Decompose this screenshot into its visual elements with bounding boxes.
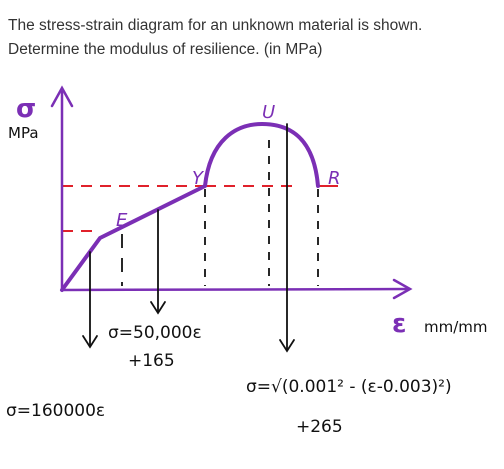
curve-equation-line1: σ=√(0.001² - (ε-0.003)²) xyxy=(246,377,452,397)
stress-strain-diagram xyxy=(0,78,504,469)
stress-strain-curve xyxy=(62,124,318,290)
x-axis xyxy=(62,289,408,290)
axes xyxy=(52,88,410,298)
curve-equation-line2: +265 xyxy=(296,417,343,437)
label-Y: Y xyxy=(192,168,203,189)
y-axis-symbol: σ xyxy=(16,94,37,124)
label-E: E xyxy=(116,210,128,231)
plastic-equation-line2: +165 xyxy=(128,351,175,371)
plastic-equation-line1: σ=50,000ε xyxy=(108,323,202,343)
question-line-2: Determine the modulus of resilience. (in MPa) xyxy=(8,41,323,58)
vertical-guides xyxy=(205,140,318,286)
y-axis-unit: MPa xyxy=(8,124,39,142)
x-axis-unit: mm/mm xyxy=(424,318,488,336)
guide-lines xyxy=(62,186,298,231)
label-R: R xyxy=(328,168,341,189)
equation-arrows xyxy=(83,124,294,351)
x-axis-symbol: ε xyxy=(392,309,407,339)
label-U: U xyxy=(262,102,276,123)
elastic-equation: σ=160000ε xyxy=(6,401,106,421)
question-line-1: The stress-strain diagram for an unknown material is shown. xyxy=(8,17,423,34)
question-text xyxy=(8,14,498,62)
